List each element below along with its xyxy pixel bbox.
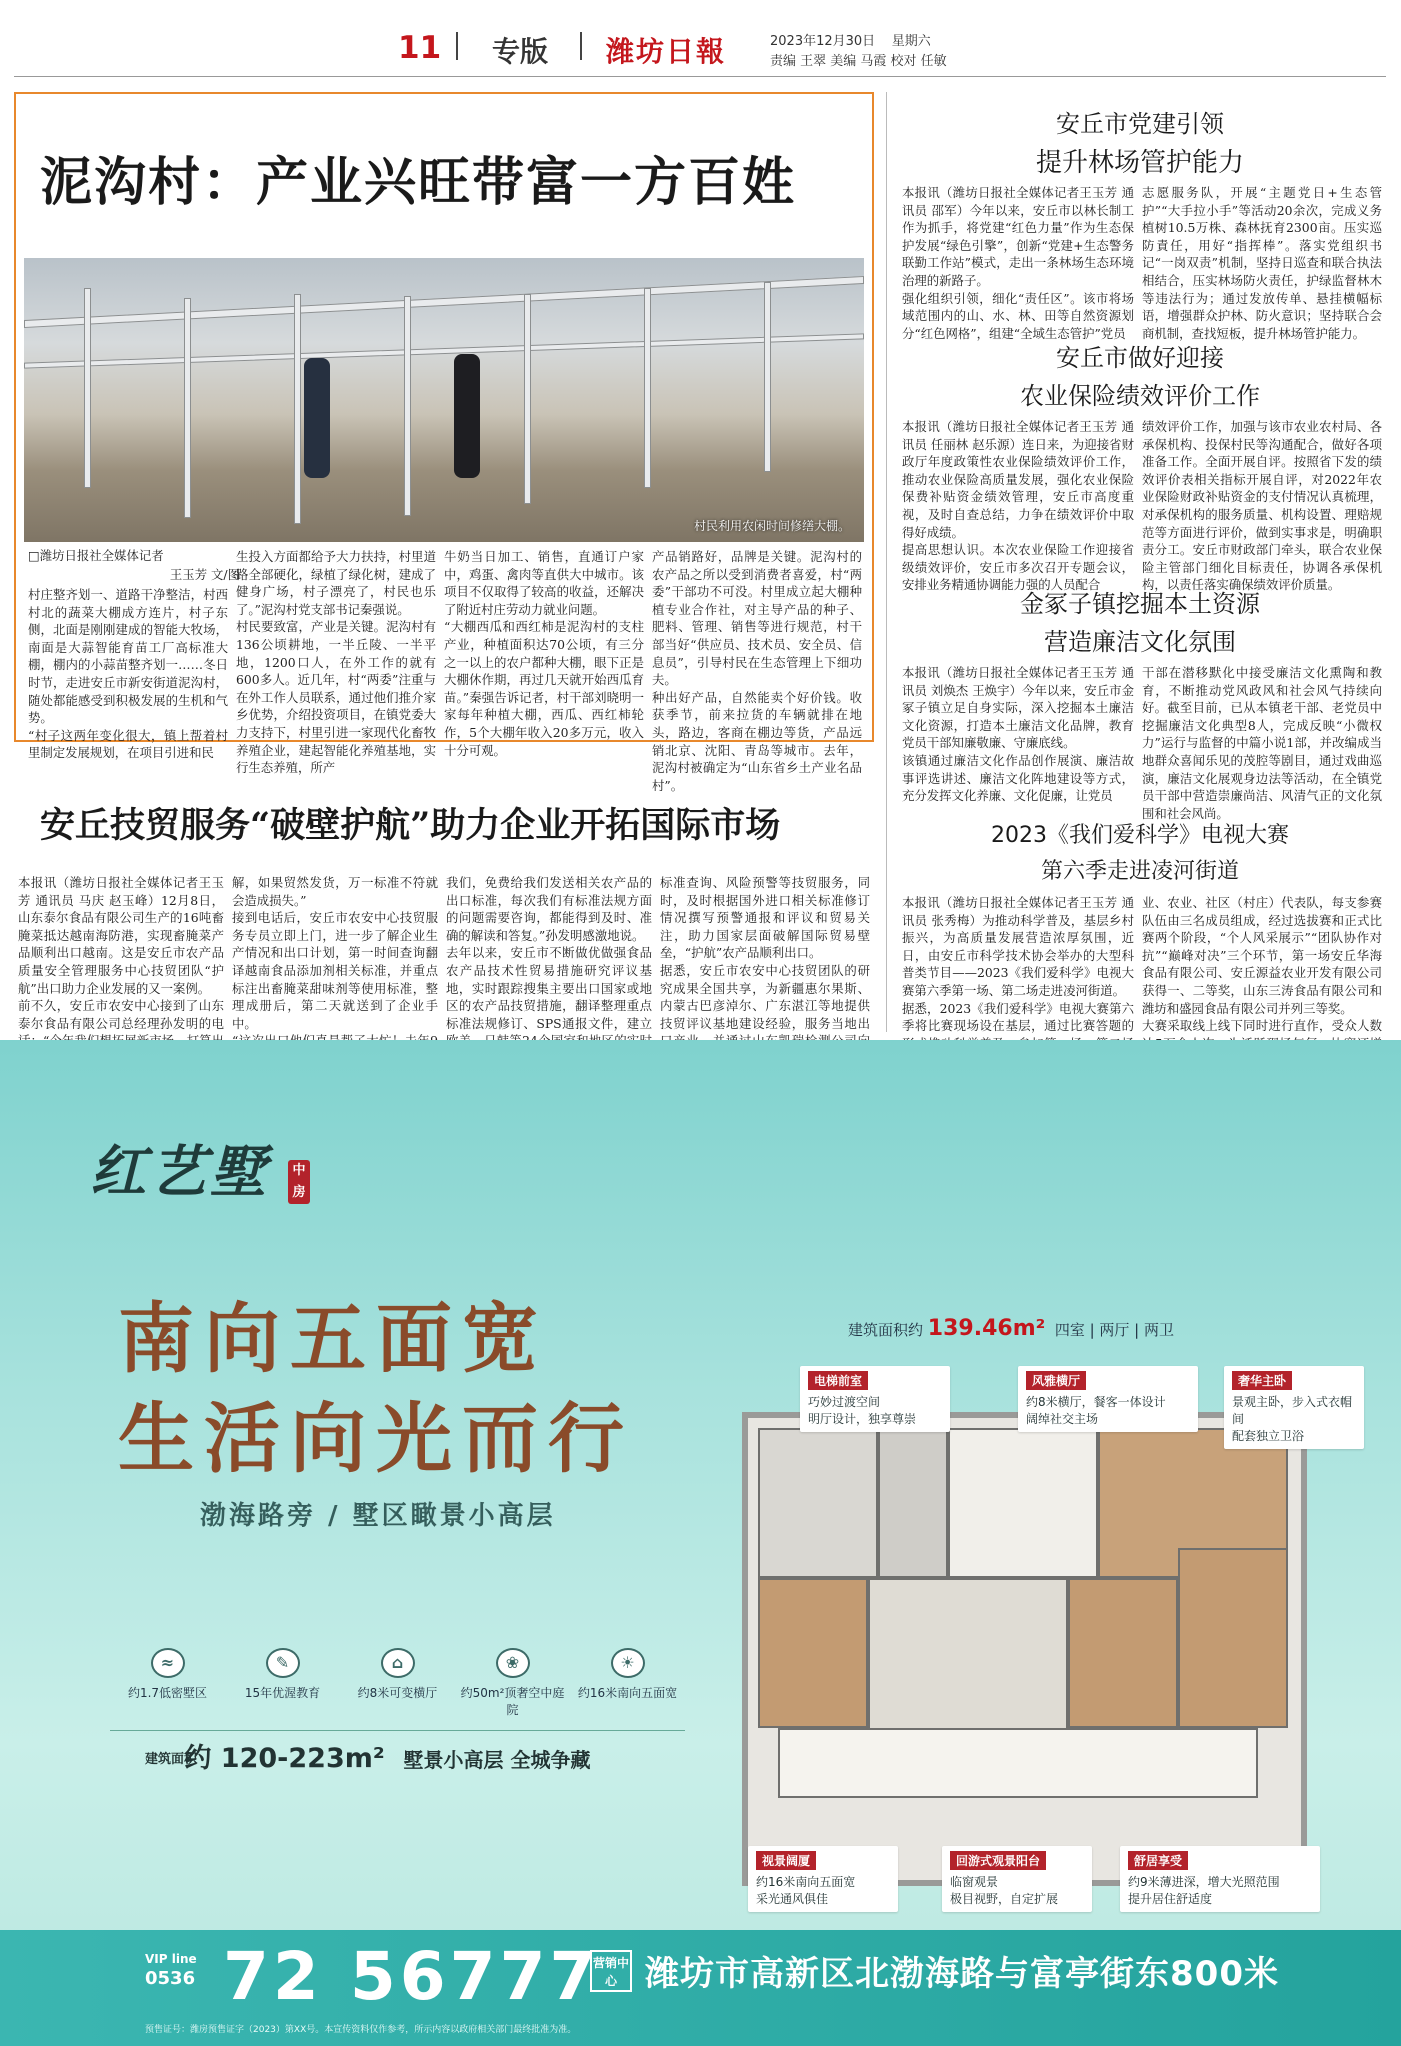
plan-room: [1178, 1548, 1288, 1728]
feature-item: ≈ 约1.7低密墅区: [110, 1648, 225, 1701]
ad-logo: 红艺墅: [90, 1139, 270, 1205]
story2-title-line2: 农业保险绩效评价工作: [1020, 382, 1260, 410]
feature-byline-org: □潍坊日报社全媒体记者: [28, 548, 164, 563]
story1-col-1: 本报讯（潍坊日报社全媒体记者王玉芳 通讯员 邵军）今年以来，安丘市以林长制工作为抓手，将党建“红色力量”作为生态保护发展“绿色引擎”，创新“党建+生态警务联勤工作站”模式，走出一条林场生态环境治理的新路子。 强化组织引领，细化“责任区”。该市将场域范围内的山、水、林、田等自然资源划分“红色网格”，组建“全域生态管护”党员: [902, 185, 1134, 341]
feature-byline-name: 王玉芳 文/图: [169, 567, 240, 582]
plan-room: [758, 1428, 878, 1578]
ad-feature-icons: [110, 1648, 685, 1728]
feature-col-2: 生投入方面都给予大力扶持，村里道路全部硬化，绿植了绿化树，建成了健身广场，村子漂亮了，村民也乐了。”泥沟村党支部书记秦强说。 村民要致富，产业是关键。泥沟村有136公顷耕地，一半丘陵、一半平地，1200口人，在外工作的就有600多人。近几年，村“两委”注重与在外工作人员联系，通过他们推介家乡优势，介绍投资项目，在镇党委大力支持下，村里引进一家现代化畜牧养殖企业，建起智能化养殖基地，实行生态养殖，所产: [236, 549, 436, 776]
editor-credits: 责编 王翠 美编 马霞 校对 任敏: [770, 54, 947, 69]
garden-icon: ❀: [496, 1648, 530, 1678]
story3-title-line2: 营造廉洁文化氛围: [1044, 628, 1236, 656]
trade-col-1: 本报讯（潍坊日报社全媒体记者王玉芳 通讯员 马庆 赵玉峰）12月8日，山东泰尔食品有限公司生产的16吨畜腌菜抵达越南海防港，实现畜腌菜产品顺利出口越南。这是安丘市农产品质量安全管理服务中心技贸团队“护航”出口助力企业发展的又一案例。 前不久，安丘市农安中心接到了山东泰尔食品有限公司总经理孙发明的电: [18, 875, 224, 1031]
trade-col-2: 解，如果贸然发货，万一标准不符就会造成损失。” 接到电话后，安丘市农安中心技贸服务专员立即上门，进一步了解企业生产情况和出口计划，第一时间查询翻译越南食品添加剂相关标准，并重点标注出畜腌菜甜味剂等使用标准，整理成册后，第二天就送到了企业手中。: [232, 875, 438, 1031]
trade-headline: 安丘技贸服务“破壁护航”助力企业开拓国际市场: [40, 805, 781, 846]
photo-caption: 村民利用农闲时间修缮大棚。: [693, 519, 850, 533]
low-density-icon: ≈: [151, 1648, 185, 1678]
column-divider: [886, 92, 887, 1032]
ad-address-tag: 营销中心: [590, 1950, 632, 1992]
trade-col-3: 我们，免费给我们发送相关农产品的出口标准，每次我们有标准法规方面的问题需要咨询，都能得到及时、准确的解读和答复。”孙发明感激地说。 去年以来，安丘市不断做优做强食品农产品技术性贸易措施研究评议基地，实时跟踪搜集主要出口国家或地区的农产品技贸措施，翻译整理重点标准法规修订、SPS通报文件，建立: [446, 875, 652, 1031]
page-number: 11: [398, 30, 442, 66]
feature-photo: [24, 258, 864, 542]
plan-room: [878, 1428, 948, 1578]
story4-col-2: 业、农业、社区（村庄）代表队，每支参赛队伍由三名成员组成，经过选拔赛和正式比赛两个阶段，“个人风采展示”“团队协作对抗”“巅峰对决”三个环节，第一场安丘华海食品有限公司、安丘源益农业开发有限公司获得一、二等奖，山东三涛食品有限公司和潍坊和盛园食品有限公司并列三等奖。 大赛采取线上线下同时进行直作，受众人数: [1142, 895, 1382, 1034]
plan-callout: 奢华主卧 景观主卧，步入式衣帽间 配套独立卫浴: [1224, 1366, 1364, 1449]
story1-title-line1: 安丘市党建引领: [1056, 110, 1224, 138]
plan-callout: 舒居享受 约9米薄进深，增大光照范围 提升居住舒适度: [1120, 1846, 1320, 1912]
story1-col-2: 志愿服务队，开展“主题党日+生态管护”“大手拉小手”等活动20余次，完成义务植树10.5万株、森林抚育2300亩。压实巡防責任，用好“指挥棒”。落实党组织书记“一岗双责”机制，坚持日巡查和联合执法相结合，压实林场防火责任，护绿监督林木等违法行为；通过发放传单、悬挂横幅标语，增强群众护林、防火意识；坚持联合会商机制，查找短板，提升林场管护能力。: [1142, 185, 1382, 341]
masthead-rule: [14, 76, 1386, 77]
feature-col-1: 村庄整齐划一、道路干净整洁，村西村北的蔬菜大棚成方连片，村子东侧，北面是刚刚建成的智能大牧场，南面是大蒜智能育苗工厂高标准大棚，棚内的小蒜苗整齐划一……冬日时节，走进安丘市新安街道泥沟村，随处都能感受到积极发展的生机和气势。 “村子这两年变化很大，镇上帮着村里制定发展规划，在项目引进和民: [28, 587, 228, 761]
ad-headline-2: 生活向光而行: [118, 1394, 634, 1483]
plan-callout: 回游式观景阳台 临窗观景 极目视野，自定扩展: [942, 1846, 1092, 1912]
story4-col-1: 本报讯（潍坊日报社全媒体记者王玉芳 通讯员 张秀梅）为推动科学普及，基层乡村振兴，为高质量发展营造浓厚氛围，近日，由安丘市科学技术协会举办的大型科普类节目——2023《我们爱科学》电视大赛第六季第一场、第二场走进凌河街道。 据悉，2023《我们爱科学》电视大赛第六季将比赛现场设在基层，通过比赛答题的: [902, 895, 1134, 1034]
plan-callout: 风雅横厅 约8米横厅，餐客一体设计 阔绰社交主场: [1018, 1366, 1198, 1432]
trade-col-4: 标准查询、风险预警等技贸服务，同时，及时根据国外进口相关标准修订情况撰写预警通报和评议和贸易关注，助力国家层面破解国际贸易壁垒，“护航”农产品顺利出口。 据悉，安丘市农安中心技贸团队的研究成果全国共享，为新疆惠尔果斯、内蒙古巴彦淖尔、广东湛江等地提供技贸评议基地建设经验，服务当地出: [660, 875, 870, 1031]
feature-item: ⌂ 约8米可变横厅: [340, 1648, 455, 1701]
feature-item: ❀ 约50m²顶奢空中庭院: [455, 1648, 570, 1718]
ad-unit-specs: 建筑面积约 139.46m² 四室 | 两厅 | 两卫: [848, 1316, 1174, 1341]
story2-col-1: 本报讯（潍坊日报社全媒体记者王玉芳 通讯员 任丽林 赵乐源）连日来，为迎接省财政厅年度政策性农业保险绩效评价工作，推动农业保险高质量发展，强化农业保险保费补贴资金绩效管理，安丘市高度重视，及时自查总结，力争在绩效评价中取得好成绩。 提高思想认识。本次农业保险工作迎接省级绩效评价，安丘市多次召开专题会议，安排业务精通协调能力强的人员配合: [902, 419, 1134, 593]
ad-phone-number: 72 56777: [223, 1938, 600, 2015]
education-icon: ✎: [266, 1648, 300, 1678]
story3-col-2: 干部在潜移默化中接受廉洁文化熏陶和教育，不断推动党风政风和社会风气持续向好。截至目前，已从本镇老干部、老党员中挖掘廉洁文化典型8人，完成反映“小微权力”运行与监督的中篇小说1部，并改编成当地群众喜闻乐见的茂腔等剧目，通过戏曲巡演，廉洁文化展观身边法等活动，在全镇党员干部中营造崇廉尚洁、风清气正的文化氛围和社会风尚。: [1142, 665, 1382, 821]
story2-title-line1: 安丘市做好迎接: [1056, 344, 1224, 372]
feature-headline: 泥沟村：产业兴旺带富一方百姓: [40, 152, 797, 213]
feature-col-4: 产品销路好，品牌是关键。泥沟村的农产品之所以受到消费者喜爱，村“两委”干部功不可没。村里成立起大棚种植专业合作社，对主导产品的种子、肥料、管理、销售等进行规范，村干部当好“供应员、技术员、安全员、信息员”，引导村民在生态管理上下细功夫。 种出好产品，自然能卖个好价钱。收获季节，前来拉货的车辆就排在地头，路边，客商在棚边等货，产品远销北京、沈阳、青岛等城市。去年，泥沟村被确定为“山东省乡土产业名品村”。: [652, 549, 862, 793]
masthead-separator: [456, 32, 458, 60]
newspaper-name: 潍坊日報: [606, 35, 727, 68]
ad-fine-print: 预售证号：潍房预售证字（2023）第XX号。本宣传资料仅作参考，所示内容以政府相关部门最终批准为准。: [145, 2025, 577, 2035]
story4-title-line2: 第六季走进凌河街道: [1040, 859, 1239, 884]
sunlight-icon: ☀: [611, 1648, 645, 1678]
ad-headline-1: 南向五面宽: [118, 1294, 548, 1383]
ad-subline: 渤海路旁 / 墅区瞰景小高层: [200, 1501, 556, 1531]
ad-vip-line: VIP line 0536: [145, 1952, 197, 1989]
story3-col-1: 本报讯（潍坊日报社全媒体记者王玉芳 通讯员 刘焕杰 王焕宇）今年以来，安丘市金冢子镇立足自身实际，深入挖掘本土廉洁文化资源，打造本土廉洁文化品牌，教育党员干部知廉敬廉、守廉底线。 该镇通过廉洁文化作品创作展演、廉洁故事评选讲述、廉洁文化阵地建设等方式，充分发挥文化养廉、文化促廉，让党员: [902, 665, 1134, 804]
plan-room: [758, 1578, 868, 1728]
ad-logo-tag: 中房: [288, 1160, 310, 1204]
ad-address: 潍坊市高新区北渤海路与富亭街东800米: [645, 1954, 1279, 1994]
plan-callout: 视景阔厦 约16米南向五面宽 采光通风俱佳: [748, 1846, 898, 1912]
issue-date: 2023年12月30日: [770, 34, 876, 49]
floor-plan: [742, 1412, 1307, 1886]
living-room-icon: ⌂: [381, 1648, 415, 1678]
plan-room: [948, 1428, 1098, 1578]
story1-title-line2: 提升林场管护能力: [1035, 148, 1244, 178]
section-name: 专版: [492, 35, 549, 68]
story3-title-line1: 金冢子镇挖掘本土资源: [1020, 590, 1260, 618]
plan-balcony: [778, 1728, 1258, 1798]
feature-item: ✎ 15年优渥教育: [225, 1648, 340, 1701]
masthead-separator: [580, 32, 582, 60]
feature-col-3: 牛奶当日加工、销售，直通订户家中，鸡蛋、禽肉等直供大中城市。该项目不仅取得了较高的收益，还解决了附近村庄劳动力就业问题。 “大棚西瓜和西红柿是泥沟村的支柱产业，种植面积达70公顷，有三分之一以上的农户都种大棚，眼下正是大棚休作期，再过几天就开始西瓜育苗。”秦强告诉记者，村干部刘晓明一家每年种植大棚，西瓜、西红柿轮作，5个大棚年收入20多万元，收入十分可观。: [444, 549, 644, 758]
story2-col-2: 绩效评价工作，加强与该市农业农村局、各承保机构、投保村民等沟通配合，做好各项准备工作。全面开展自评。按照省下发的绩效评价表相关指标开展自评，对2022年农业保险财政补贴资金的支付情况认真梳理，对承保机构的服务质量、机构设置、理赔规范等方面进行评价，做到实事求是，明确职责分工。安丘市财政部门牵头，联合农业保险主管部门细化目标责任，协调各承保机构，以责任落实确保绩效评价质量。: [1142, 419, 1382, 593]
story4-title-line1: 2023《我们爱科学》电视大赛: [991, 823, 1289, 848]
plan-room: [1068, 1578, 1178, 1728]
issue-weekday: 星期六: [891, 34, 931, 49]
feature-item: ☀ 约16米南向五面宽: [570, 1648, 685, 1701]
ad-area-range: 建筑面积 约 120-223m² 墅景小高层 全城争藏: [145, 1743, 591, 1774]
masthead-meta: [770, 32, 947, 72]
plan-callout: 电梯前室 巧妙过渡空间 明厅设计，独享尊崇: [800, 1366, 950, 1432]
